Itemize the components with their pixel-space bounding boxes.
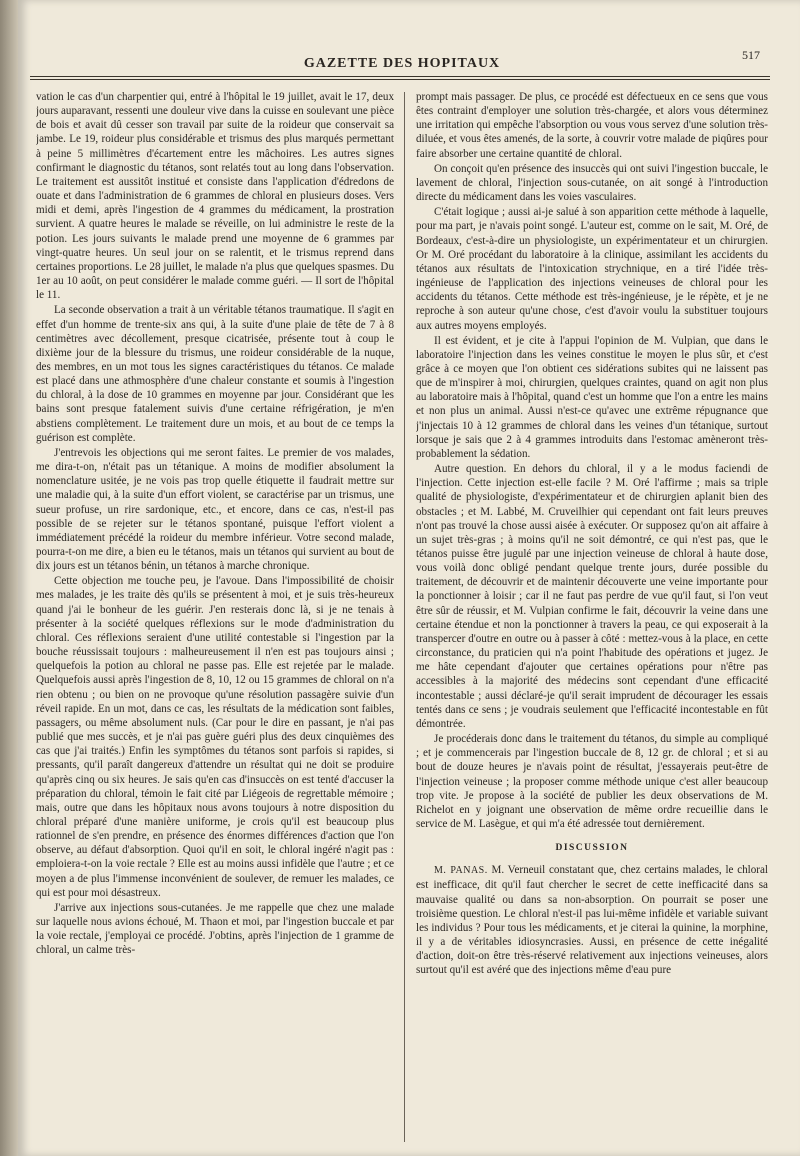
header-rule-top bbox=[30, 76, 770, 77]
column-divider bbox=[404, 92, 405, 1142]
paragraph: Il est évident, et je cite à l'appui l'opinion de M. Vulpian, que dans le laboratoire l'injection dans les veines constitue le moyen le plus sûr, et c'est grâce à ce moyen que l'on obtient ces sidérations subites qui ne laissent pas que de m'inspirer à moi, chirurgien, quelques craintes, quand on agit non plus au laboratoire mais à l'hôpital, quand c'est un homme que l'on a entre les mains et non plus un animal. Aussi n'est-ce qu'avec une extrême répugnance que j'injectais 10 à 12 grammes de chloral dans les veines d'un tétanique, surtout lorsque je sais que 2 à 4 grammes introduits dans l'estomac amèneront très-probablement la sédation. bbox=[416, 334, 768, 460]
paragraph: vation le cas d'un charpentier qui, entré à l'hôpital le 19 juillet, avait le 17, deux jours auparavant, ressenti une douleur vive dans la cuisse en soulevant une pièce de bois et avait dû cesser son travail par suite de la roideur que conservait sa jambe. Le 19, roideur plus considérable et trismus des plus marqués permettant à peine 5 millimètres d'écartement entre les mâchoires. Les autres signes confirmant le diagnostic du tétanos, sont relatés tout au long dans l'observation. Le traitement est aussitôt institué et consiste dans l'application d'édredons de ouate et dans l'administration de 6 grammes de chloral en plusieurs doses. Vers midi et demi, après l'ingestion de 4 grammes du médicament, la prostration survient. A quatre heures le malade se réveille, on lui administre le reste de la potion. Les jours suivants le malade prend une moyenne de 6 grammes par vingt-quatre heures. Un seul jour on se ralentit, et le trismus reprend dans certaines proportions. Le 28 juillet, le malade n'a plus que quelques spasmes. Du 1er au 10 août, on peut considérer le malade comme guéri. — Il sort de l'hôpital le 11. bbox=[36, 91, 394, 302]
discussion-text: M. Verneuil constatant que, chez certains malades, le chloral est inefficace, dit qu'il faut chercher le secret de cette inefficacité dans sa mauvaise qualité ou dans sa non-absorption. On pourrait se poser une troisième question. Le chloral n'est-il pas lui-même infidèle et variable suivant les individus ? Pour tous les médicaments, et je citerai la quinine, la morphine, il y a de véritables idiosyncrasies. Aussi, en présence de cette inégalité d'action, doit-on être très-réservé relativement aux injections veineuses, alors surtout qu'il est avéré que des injections même d'eau pure bbox=[416, 864, 768, 977]
paragraph: Autre question. En dehors du chloral, il y a le modus faciendi de l'injection. Cette injection est-elle facile ? M. Oré l'affirme ; mais sa triple qualité de physiologiste, d'expérimentateur et de chirurgien aplanit bien des obstacles ; et M. Labbé, M. Cruveilhier qui cependant ont fait leurs preuves n'ont pas trouvé la chose aussi aisée à exécuter. Or supposez qu'on ait affaire à un sujet très-gras ; à moins qu'il ne soit démontré, ce qui n'est pas, que le tétanos puisse être jugulé par une injection veineuse de chloral à haute dose, vous voilà donc obligé pendant quelque trente jours, durée possible du traitement, de découvrir et de maintenir découverte une veine importante pour la ponctionner à loisir ; car il ne faut pas perdre de vue qu'il faut, si l'on veut être sûr de réussir, et M. Vulpian confirme le fait, découvrir la veine dans une certaine étendue et non la ponctionner à travers la peau, ce qui exposerait à la transpercer d'outre en outre ou à passer à côté : mettez-vous à la place, en cette circonstance, du praticien qui n'a point l'habitude des opérations et jugez. Je me hâte cependant d'ajouter que certaines opérations pour n'être pas accessibles à la majorité des médecins sont cependant d'une efficacité incontestable ; aussi déclaré-je qu'il serait imprudent de décourager les essais tentés dans ce sens ; je voudrais seulement que l'efficacité incontestable en fût démontrée. bbox=[416, 463, 768, 730]
discussion-heading: DISCUSSION bbox=[555, 843, 629, 854]
paragraph: On conçoit qu'en présence des insuccès qui ont suivi l'ingestion buccale, le lavement de chloral, l'injection sous-cutanée, on ait songé à l'introduction directe du médicament dans les voies vasculaires. bbox=[416, 162, 768, 204]
paragraph: prompt mais passager. De plus, ce procédé est défectueux en ce sens que vous êtes contraint d'employer une solution très-chargée, et alors vous déterminez une irritation qui empêche l'absorption ou vous vous servez d'une solution très-diluée, et vous êtes amenés, de la sorte, à couvrir votre malade de piqûres pour faire absorber une certaine quantité de chloral. bbox=[416, 91, 768, 160]
paragraph: La seconde observation a trait à un véritable tétanos traumatique. Il s'agit en effet d'un homme de trente-six ans qui, à la suite d'une plaie de tête de 7 à 8 centimètres avec décollement, presque cicatrisée, présente tout à coup le dixième jour de la blessure du trismus, une roideur considérable de la nuque, des membres, en un mot tous les signes caractéristiques du tétanos. Ce malade est placé dans une athmosphère d'une chaleur constante et soumis à l'ingestion du chloral, à la dose de 10 grammes en moyenne par jour. Considérant que les bains sont presque fatalement suivis d'une certaine réfrigération, je m'en abstiens complètement. Le traitement dure un mois, et au bout de ce temps la guérison est complète. bbox=[36, 304, 394, 444]
paragraph: C'était logique ; aussi ai-je salué à son apparition cette méthode à laquelle, pour ma part, je n'avais point songé. L'auteur est, comme on le sait, M. Oré, de Bordeaux, c'est-à-dire un physiologiste, un expérimentateur et un chirurgien. Or M. Oré procédant du laboratoire à la clinique, assimilant les accidents du tétanos aux résultats de l'intoxication strychnique, en a tiré l'idée très-ingénieuse de l'application des injections veineuses de chloral pour les accidents du tétanos. Cette méthode est très-ingénieuse, je le répète, et je ne reproche à son auteur qu'une chose, c'est d'avoir voulu la substituer toujours aux autres moyens employés. bbox=[416, 206, 768, 332]
page-title: GAZETTE DES HOPITAUX bbox=[303, 56, 501, 71]
header-rule-bottom bbox=[30, 79, 770, 80]
paragraph: Je procéderais donc dans le traitement du tétanos, du simple au compliqué ; et je commencerais par l'ingestion buccale de 8, 12 gr. de chloral ; et si au bout de douze heures je n'avais point de résultat, j'essayerais peut-être de l'injection veineuse ; la proposer comme méthode unique c'est aller beaucoup trop vite. Je propose à la société de publier les deux observations de M. Richelot en y joignant une observation de même ordre recueillie dans le service de M. Lasègue, et qui m'a été adressée tout dernièrement. bbox=[416, 733, 768, 830]
paragraph: Cette objection me touche peu, je l'avoue. Dans l'impossibilité de choisir mes malades, je les traite dès qu'ils se présentent à moi, et je suis très-heureux quand j'ai le bonheur de les guérir. J'en resterais donc là, si je ne tenais à présenter à la société quelques réflexions sur le mode d'administration du chloral. Ces réflexions seraient d'une utilité contestable si l'ingestion par la bouche réussissait toujours : malheureusement il n'en est pas toujours ainsi ; quelquefois la potion au chloral ne passe pas. Elle est rejetée par le malade. Quelquefois aussi après l'ingestion de 8, 10, 12 ou 15 grammes de chloral on n'a rien obtenu ; ou bien on ne provoque qu'une résolution passagère suivie d'un réveil rapide. En un mot, dans ce cas, les résultats de la médication sont faibles, passagers, ou même absolument nuls. (Car pour le dire en passant, je n'ai pas publié que mes succès, et je n'ai pas guère guéri plus des deux cinquièmes des cas que j'ai traités.) Enfin les symptômes du tétanos sont parfois si rapides, si pressants, qu'il paraît dangereux d'attendre un résultat qui ne doit se produire qu'après cinq ou six heures. Je sais qu'en cas d'insuccès on est tenté d'accuser la préparation du chloral, témoin le fait cité par Liégeois de regrettable mémoire ; mais, outre que dans les hôpitaux nous avons toujours à notre disposition du chloral préparé d'une manière uniforme, je crois qu'il est beaucoup plus rationnel de s'en prendre, en présence des énormes différences d'action que l'on observe, au défaut d'absorption. Quoi qu'il en soit, le chloral ingéré n'agit pas : emploiera-t-on la voie rectale ? Elle est au moins aussi infidèle que l'autre ; et ce moyen a de plus l'immense inconvénient de soulever, de remuer les malades, ce qui est pour moi désastreux. bbox=[36, 575, 394, 899]
book-binding-shadow bbox=[0, 0, 18, 1156]
paragraph: J'arrive aux injections sous-cutanées. Je me rappelle que chez une malade sur laquelle nous avions échoué, M. Thaon et moi, par l'ingestion buccale et par la voie rectale, j'employai ce procédé. J'obtins, après l'injection de 1 gramme de chloral, un calme très- bbox=[36, 901, 394, 957]
page-header bbox=[30, 44, 774, 74]
right-column bbox=[416, 90, 768, 1150]
paragraph: J'entrevois les objections qui me seront faites. Le premier de vos malades, me dira-t-on, n'était pas un tétanique. A moins de modifier absolument la nomenclature usitée, je ne vois pas trop quelle étiquette il faudrait mettre sur une maladie qui, à la suite d'un effort violent, se caractérise par un trismus, une sueur profuse, un rire sardonique, etc., et encore, dans ce cas, n'est-il pas possible de se rejeter sur le tétanos spontané, puisque l'effort violent a immédiatement précédé la roideur du membre inférieur. Votre second malade, pourra-t-on me dire, a bien eu le tétanos, mais un tétanos qui survient au bout de dix jours est un tétanos bénin, un tétanos à marche chronique. bbox=[36, 446, 394, 573]
speaker-name: M. PANAS. bbox=[434, 865, 488, 877]
left-column bbox=[36, 90, 394, 1150]
discussion-paragraph bbox=[416, 863, 768, 977]
page-number: 517 bbox=[742, 48, 760, 62]
